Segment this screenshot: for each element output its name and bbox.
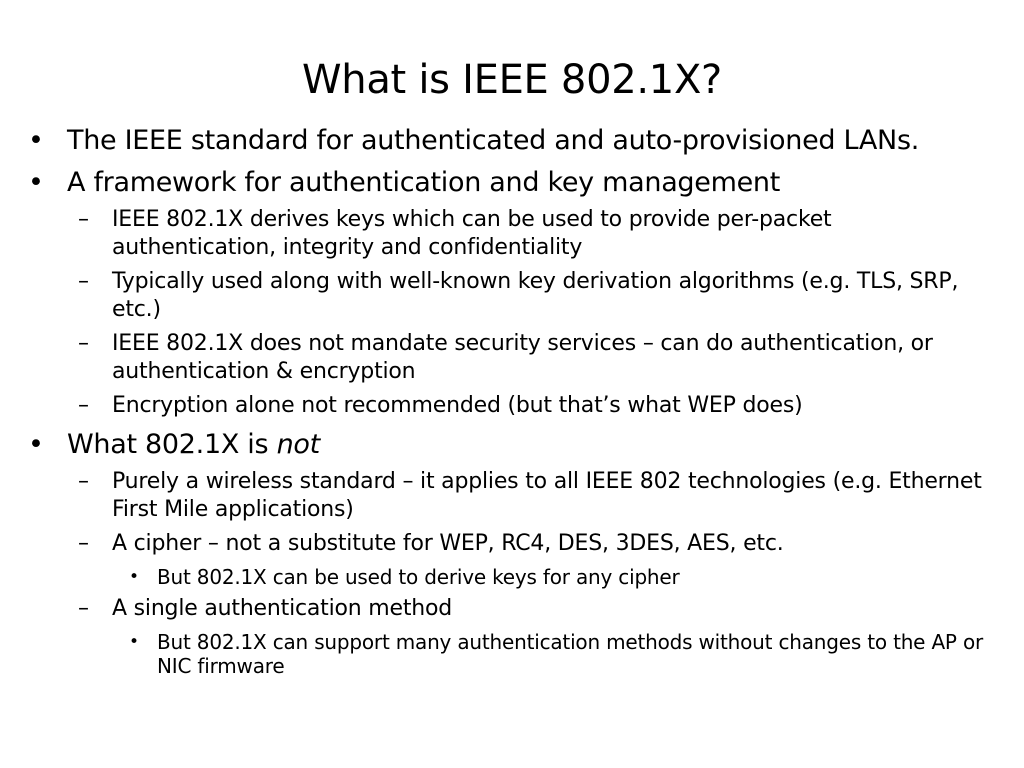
dash-marker: –: [78, 596, 89, 621]
sub-bullet-text: Encryption alone not recommended (but that’s what WEP does): [112, 393, 803, 418]
bullet-text: The IEEE standard for authenticated and auto-provisioned LANs.: [67, 125, 919, 156]
sub-bullet-wireless: [0, 468, 1024, 524]
bullet-marker: •: [28, 429, 44, 460]
subsub-bullet-text: But 802.1X can be used to derive keys for any cipher: [157, 565, 680, 589]
sub-bullet-text: IEEE 802.1X does not mandate security services – can do authentication, or authentication & encryption: [112, 331, 933, 384]
dash-marker: –: [78, 469, 89, 494]
sub-bullet-derives-keys: [0, 206, 1024, 262]
sub-bullet-key-derivation: [0, 268, 1024, 324]
sub-bullet-cipher: [0, 530, 1024, 558]
slide-title: What is IEEE 802.1X?: [302, 57, 722, 103]
sub-bullet-no-mandate: [0, 330, 1024, 386]
bullet-text: A framework for authentication and key management: [67, 167, 780, 198]
subsub-bullet-any-cipher: [0, 565, 1024, 589]
bullet-text-emphasis: not: [276, 429, 320, 460]
dash-marker: –: [78, 207, 89, 232]
bullet-standard: [0, 124, 1024, 158]
slide-body: [0, 120, 1024, 678]
sub-bullet-text: A single authentication method: [112, 596, 453, 621]
dash-marker: –: [78, 531, 89, 556]
small-bullet-marker: •: [129, 632, 139, 652]
dash-marker: –: [78, 269, 89, 294]
subsub-bullet-many-methods: [0, 630, 1024, 678]
dash-marker: –: [78, 331, 89, 356]
bullet-what-not: [0, 428, 1024, 462]
sub-bullet-text: Typically used along with well-known key derivation algorithms (e.g. TLS, SRP, etc.): [112, 269, 959, 322]
sub-bullet-single-method: [0, 595, 1024, 623]
bullet-marker: •: [28, 167, 44, 198]
sub-bullet-text: A cipher – not a substitute for WEP, RC4, DES, 3DES, AES, etc.: [112, 531, 784, 556]
sub-bullet-encryption-alone: [0, 392, 1024, 420]
sub-bullet-text: IEEE 802.1X derives keys which can be used to provide per-packet authentication, integrity and confidentiality: [112, 207, 832, 260]
subsub-bullet-text: But 802.1X can support many authentication methods without changes to the AP or NIC firmware: [157, 630, 984, 678]
sub-bullet-text: Purely a wireless standard – it applies to all IEEE 802 technologies (e.g. Ethernet First Mile applications): [112, 469, 982, 522]
small-bullet-marker: •: [129, 567, 139, 587]
bullet-marker: •: [28, 125, 44, 156]
bullet-text-prefix: What 802.1X is: [67, 429, 277, 460]
bullet-framework: [0, 166, 1024, 200]
dash-marker: –: [78, 393, 89, 418]
